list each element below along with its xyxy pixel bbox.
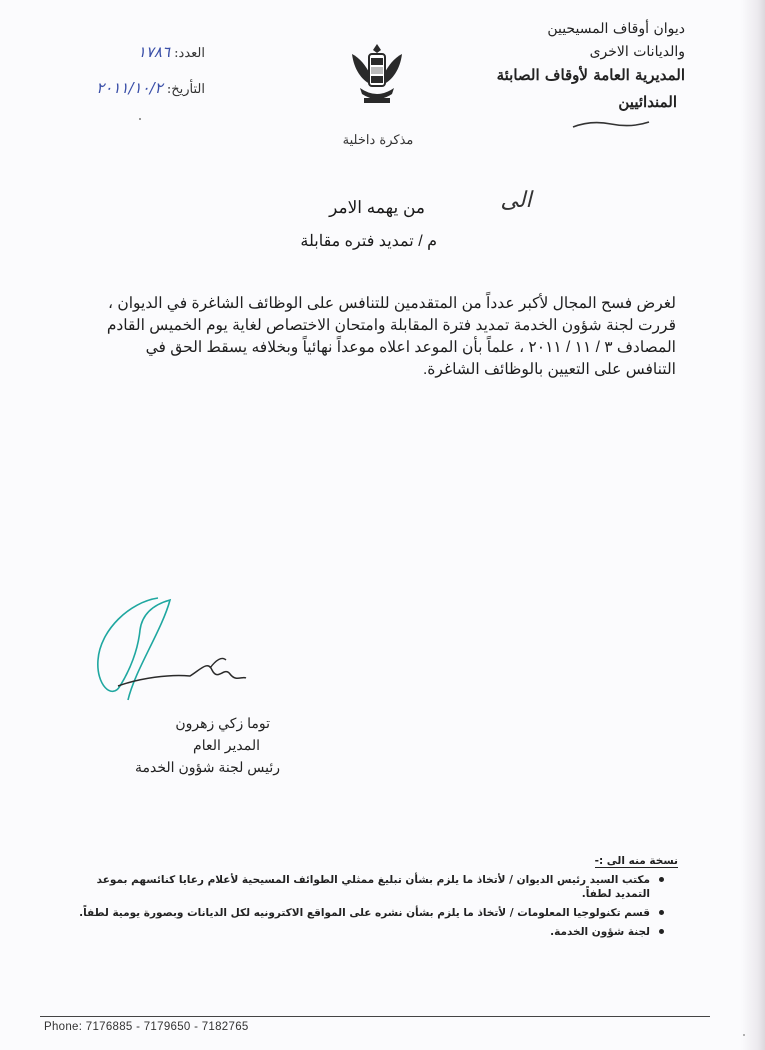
list-item: لجنة شؤون الخدمة.	[60, 925, 664, 939]
signer-name: توما زكي زهرون	[175, 715, 270, 731]
list-item: قسم تكنولوجيا المعلومات / لأتخاذ ما يلزم بشأن نشره على المواقع الاكترونيه لكل الديانات وبصورة يومية لطفاً.	[60, 906, 664, 920]
recipient: من يهمه الامر	[329, 198, 425, 217]
body-line-1: لغرض فسح المجال لأكبر عدداً من المتقدمين للتنافس على الوظائف الشاغرة في الديوان ،	[108, 295, 676, 312]
date-label: التأريخ:	[166, 82, 205, 97]
to-handwritten-text: الى	[500, 188, 532, 213]
number-value: ١٧٨٦	[137, 43, 171, 61]
department-name: المندائيين	[618, 93, 677, 111]
org-line-3: المديرية العامة لأوقاف الصابئة	[496, 66, 685, 84]
list-item: مكتب السيد رئيس الديوان / لأتخاذ ما يلزم بشأن تبليغ ممثلي الطوائف المسيحية لأعلام رعايا كنائسهم بموعد التمديد لطفاً.	[60, 873, 664, 901]
internal-memo-label: مذكرة داخلية	[342, 133, 414, 148]
signer-role: رئيس لجنة شؤون الخدمة	[135, 759, 280, 775]
footer-phone: Phone: 7176885 - 7179650 - 7182765	[44, 1021, 249, 1033]
number-label: العدد:	[174, 46, 205, 61]
body-line-3: المصادف ٣ / ١١ / ٢٠١١ ، علماً بأن الموعد اعلاه موعداً نهائياً وبخلافه يسقط الحق في	[145, 339, 676, 356]
signer-title: المدير العام	[193, 737, 260, 753]
copies-heading: نسخة منه الى :-	[594, 855, 678, 867]
org-line-1: ديوان أوقاف المسيحيين	[547, 21, 685, 37]
body-line-4: التنافس على التعيين بالوظائف الشاغرة.	[423, 361, 676, 378]
date-value: ٢٠١١/١٠/٢	[96, 79, 163, 97]
body-line-2: قررت لجنة شؤون الخدمة تمديد فترة المقابلة وامتحان الاختصاص لغاية يوم الخميس القادم	[106, 317, 676, 334]
subject-line: م / تمديد فتره مقابلة	[300, 233, 437, 250]
org-line-2: والديانات الاخرى	[589, 44, 685, 60]
